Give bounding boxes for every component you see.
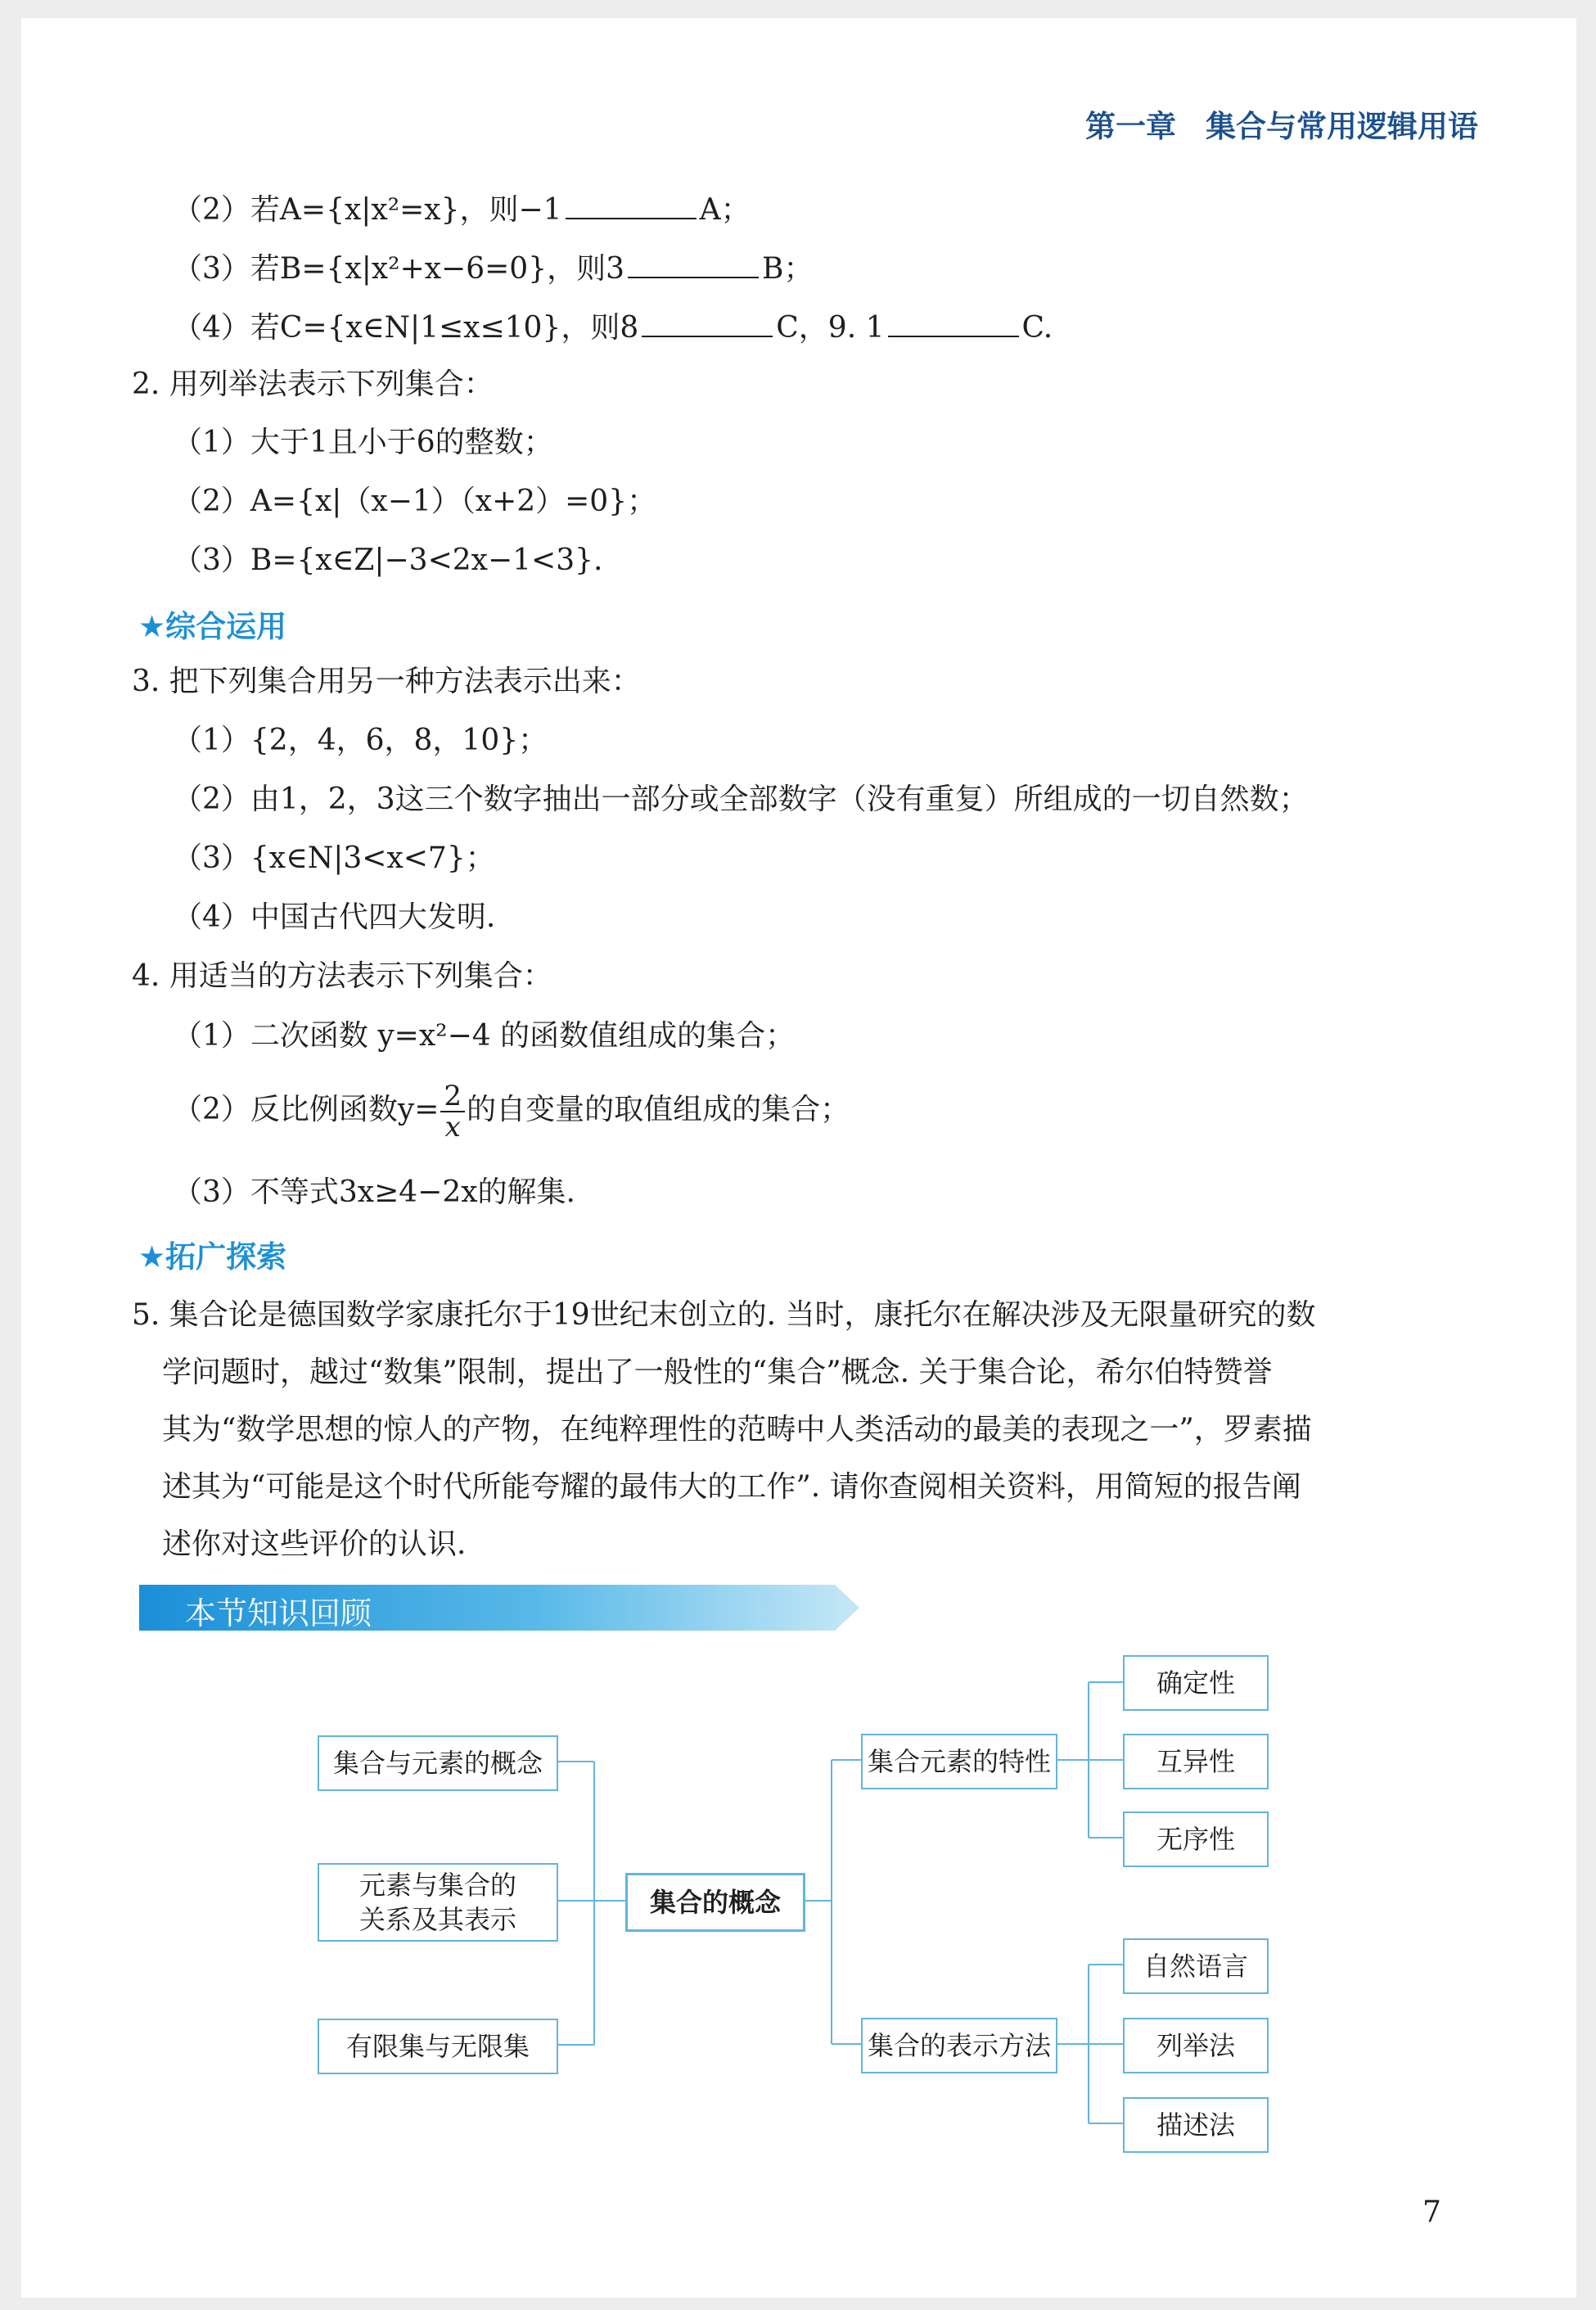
chapter-title: 集合与常用逻辑用语 bbox=[1206, 109, 1478, 144]
exercise-4-2-text: （2）反比例函数y= bbox=[173, 1093, 440, 1126]
mindmap-node-natural-language: 自然语言 bbox=[1123, 1938, 1269, 1994]
exercise-2-2: （2）A={x|（x−1）（x+2）=0}； bbox=[173, 485, 657, 518]
fraction-denominator: x bbox=[444, 1111, 461, 1144]
exercise-3-2: （2）由1，2，3这三个数字抽出一部分或全部数字（没有重复）所组成的一切自然数； bbox=[173, 783, 1309, 816]
exercise-3: 3. 把下列集合用另一种方法表示出来： bbox=[132, 665, 641, 698]
exercise-4-2-tail: 的自变量的取值组成的集合； bbox=[467, 1093, 850, 1126]
mindmap-connectors bbox=[21, 18, 1576, 2298]
mindmap-node-set-element-properties: 集合元素的特性 bbox=[861, 1734, 1057, 1789]
mindmap-node-set-representation-methods: 集合的表示方法 bbox=[861, 2018, 1057, 2073]
page bbox=[21, 18, 1576, 2298]
exercise-5-line-3: 其为“数学思想的惊人的产物，在纯粹理性的范畴中人类活动的最美的表现之一”，罗素描 bbox=[162, 1413, 1312, 1446]
section-comprehensive: ★综合运用 bbox=[138, 609, 287, 644]
section-explore: ★拓广探索 bbox=[138, 1239, 287, 1275]
exercise-1-3-text: （3）若B={x|x²+x−6=0}，则3 bbox=[173, 252, 625, 286]
exercise-3-1: （1）{2，4，6，8，10}； bbox=[173, 724, 548, 757]
exercise-1-2-tail: A； bbox=[699, 193, 751, 227]
exercise-2-1: （1）大于1且小于6的整数； bbox=[173, 426, 553, 459]
exercise-4-1: （1）二次函数 y=x²−4 的函数值组成的集合； bbox=[173, 1019, 796, 1053]
exercise-5-line-5: 述你对这些评价的认识. bbox=[162, 1527, 467, 1561]
mindmap-node-enumeration-method: 列举法 bbox=[1123, 2018, 1269, 2073]
exercise-5-line-4: 述其为“可能是这个时代所能夸耀的最伟大的工作”. 请你查阅相关资料，用简短的报告阐 bbox=[162, 1470, 1301, 1504]
exercise-1-4-mid: C，9. 1 bbox=[776, 311, 885, 345]
exercise-4: 4. 用适当的方法表示下列集合： bbox=[132, 959, 552, 993]
exercise-5-line-1: 5. 集合论是德国数学家康托尔于19世纪末创立的. 当时，康托尔在解决涉及无限量研究的数 bbox=[132, 1298, 1316, 1332]
exercise-4-3: （3）不等式3x≥4−2x的解集. bbox=[173, 1175, 575, 1209]
mindmap-node-distinctness: 互异性 bbox=[1123, 1734, 1269, 1789]
mindmap-node-unorderedness: 无序性 bbox=[1123, 1811, 1269, 1867]
mindmap-node-description-method: 描述法 bbox=[1123, 2097, 1269, 2153]
exercise-1-3-tail: B； bbox=[762, 252, 814, 286]
exercise-3-4: （4）中国古代四大发明. bbox=[173, 900, 496, 934]
review-banner-title: 本节知识回顾 bbox=[185, 1595, 372, 1631]
exercise-1-2-text: （2）若A={x|x²=x}，则−1 bbox=[173, 193, 562, 227]
mindmap-node-concept-of-set-and-element: 集合与元素的概念 bbox=[318, 1735, 558, 1791]
chapter-number: 第一章 bbox=[1085, 109, 1176, 144]
mindmap-node-definiteness: 确定性 bbox=[1123, 1655, 1269, 1711]
exercise-3-3: （3）{x∈N|3<x<7}； bbox=[173, 841, 495, 875]
fraction-numerator: 2 bbox=[440, 1081, 465, 1112]
exercise-1-4-tail: C. bbox=[1021, 311, 1053, 345]
mindmap-node-element-set-relation: 元素与集合的 关系及其表示 bbox=[318, 1863, 558, 1942]
exercise-1-4-text: （4）若C={x∈N|1≤x≤10}，则8 bbox=[173, 311, 639, 345]
exercise-5-line-2: 学问题时，越过“数集”限制，提出了一般性的“集合”概念. 关于集合论，希尔伯特赞誉 bbox=[162, 1356, 1273, 1389]
mindmap-node-set-concept: 集合的概念 bbox=[625, 1873, 805, 1932]
exercise-2: 2. 用列举法表示下列集合： bbox=[132, 368, 494, 401]
page-number: 7 bbox=[1422, 2195, 1441, 2229]
exercise-2-3: （3）B={x∈Z|−3<2x−1<3}. bbox=[173, 544, 603, 577]
mindmap-node-finite-infinite-set: 有限集与无限集 bbox=[318, 2019, 558, 2074]
